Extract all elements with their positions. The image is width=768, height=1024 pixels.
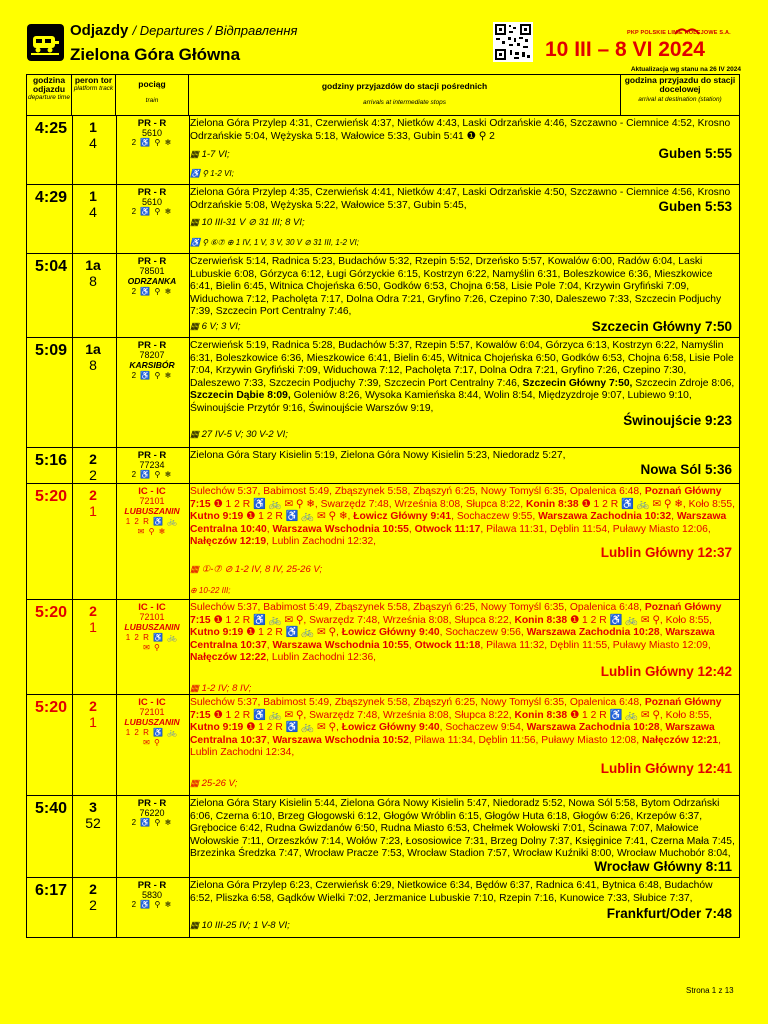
train-category: IC - IC: [138, 602, 166, 613]
platform-number: 2: [89, 487, 97, 503]
departure-time: 6:17: [35, 882, 68, 899]
calendar-note: ▦ 6 V; 3 VI;: [190, 321, 241, 332]
intermediate-stops: Zielona Góra Stary Kisielin 5:44, Zielona Góra Nowy Kisielin 5:47, Niedoradz 5:52, Nowa Sól 5:58, Bytom Odrzański 6:06, Czerna 6:10, Brzeg Głogowski 6:12, Głogów Wróblin 6:15, Głogów Huta 6:18, Głogów 6:26, Krzepów 6:37, Grębocice 6:42, Rudna Gwizdanów 6:50, Rudna Miasto 6:53, Chełmek Wołowski 7:01, Ścinawa 7:07, Małowice Wołowskie 7:11, Orzeszków 7:14, Wołów 7:23, Łososiowice 7:31, Brzeg Dolny 7:37, Księginice 7:41, Czerna Mała 7:45, Brzezinka Średzka 7:47, Wrocław Pracze 7:53, Wrocław Stadion 7:57, Wrocław Kuźniki 8:00, Wrocław Muchobór 8:04,: [190, 798, 735, 859]
train-number: 5610: [141, 128, 163, 138]
train-category: IC - IC: [138, 486, 166, 497]
col-train-pl: pociąg: [138, 79, 166, 89]
table-row: [26, 600, 740, 695]
calendar-note: ▦ 10 III-25 IV; 1 V-8 VI;: [190, 920, 290, 931]
service-icons: 1 2 R ♿ 🚲 ✉ ⚲ ❄: [125, 517, 179, 536]
train-name: KARSIBÓR: [129, 360, 175, 370]
destination-arrival: Guben 5:53: [654, 199, 732, 214]
service-icons: 2 ♿ ⚲ ❄: [131, 470, 173, 479]
train-category: PR - R: [137, 118, 167, 129]
train-number: 77234: [139, 460, 165, 470]
track-number: 2: [89, 467, 97, 483]
col-train-en: train: [145, 97, 159, 104]
table-row: [26, 338, 740, 448]
column-divider: [116, 116, 117, 184]
calendar-note: ▦ ①-⑦ ⊘ 1-2 IV, 8 IV, 25-26 V;: [190, 564, 323, 575]
column-divider: [116, 796, 117, 877]
col-train: [116, 75, 189, 115]
train-category: PR - R: [137, 880, 167, 891]
track-number: 1: [89, 619, 97, 635]
column-divider: [116, 254, 117, 337]
departure-time: 4:25: [35, 120, 68, 137]
calendar-note: ▦ 27 IV-5 V; 30 V-2 VI;: [190, 429, 288, 440]
platform-number: 1: [89, 188, 97, 204]
col-arrival: [621, 75, 739, 115]
train-name: LUBUSZANIN: [124, 622, 180, 632]
calendar-note: ▦ 25-26 V;: [190, 778, 238, 789]
platform-number: 3: [89, 799, 97, 815]
table-row: [26, 116, 740, 185]
departure-time: 5:16: [35, 452, 68, 469]
service-icons: 2 ♿ ⚲ ❄: [131, 138, 173, 147]
train-category: PR - R: [137, 187, 167, 198]
departure-time: 5:09: [35, 342, 68, 359]
departure-time: 5:20: [35, 488, 68, 505]
track-number: 4: [89, 135, 97, 151]
table-row: [26, 878, 740, 938]
col-platform: [72, 75, 116, 115]
col-intermediate-en: arrivals at intermediate stops: [362, 99, 447, 106]
calendar-note: ▦ 1-7 VI;: [190, 149, 230, 160]
train-number: 72101: [139, 612, 165, 622]
train-number: 72101: [139, 707, 165, 717]
train-number: 5610: [141, 197, 163, 207]
intermediate-stops: Zielona Góra Przylep 4:31, Czerwieńsk 4:37, Nietków 4:43, Laski Odrzańskie 4:46, Szczawno - Ciemnice 4:52, Krosno Odrzańskie 5:04, Wężyska 5:18, Wałowice 5:33, Gubin 5:41 ❶ ⚲ 2: [190, 118, 731, 142]
column-divider: [72, 448, 73, 483]
col-intermediate: [189, 75, 621, 115]
track-number: 52: [85, 815, 101, 831]
column-divider: [72, 796, 73, 877]
intermediate-stops: Zielona Góra Stary Kisielin 5:19, Zielona Góra Nowy Kisielin 5:23, Niedoradz 5:27,: [190, 450, 566, 461]
page-title: [70, 22, 297, 39]
col-departure-pl: godzina odjazdu: [32, 75, 66, 94]
track-number: 1: [89, 503, 97, 519]
col-platform-en: platform track: [73, 85, 114, 92]
destination-arrival: Wrocław Główny 8:11: [590, 859, 732, 874]
column-divider: [72, 185, 73, 253]
platform-number: 1a: [85, 257, 101, 273]
service-icons: 2 ♿ ⚲ ❄: [131, 818, 173, 827]
train-number: 76220: [139, 808, 165, 818]
destination-arrival: Szczecin Główny 7:50: [588, 319, 732, 334]
column-headers: [26, 74, 740, 116]
column-divider: [116, 338, 117, 447]
calendar-note: ▦ 10 III-31 V ⊘ 31 III; 8 VI;: [190, 217, 305, 228]
column-divider: [72, 338, 73, 447]
intermediate-stops: Sulechów 5:37, Babimost 5:49, Zbąszynek 5:58, Zbąszyń 6:25, Nowy Tomyśl 6:35, Opalenica 6:48, Poznań Główny 7:15 ❶ 1 2 R ♿ 🚲 ✉ ⚲, Swarzędz 7:48, Września 8:08, Słupca 8:22, Konin 8:38 ❶ 1 2 R ♿ 🚲 ✉ ⚲, Koło 8:55, Kutno 9:19 ❶ 1 2 R ♿ 🚲 ✉ ⚲, Łowicz Główny 9:40, Sochaczew 9:54, Warszawa Zachodnia 10:28, Warszawa Centralna 10:37, Warszawa Wschodnia 10:52, Pilawa 11:34, Dęblin 11:56, Puławy Miasto 12:08, Nałęczów 12:21, Lublin Zachodni 12:34,: [190, 697, 722, 758]
train-category: PR - R: [137, 798, 167, 809]
column-divider: [72, 600, 73, 694]
destination-arrival: Guben 5:55: [654, 146, 732, 161]
train-number: 72101: [139, 496, 165, 506]
table-row: [26, 254, 740, 338]
table-row: [26, 695, 740, 796]
train-category: PR - R: [137, 340, 167, 351]
col-arrival-en: arrival at destination (station): [638, 96, 722, 103]
column-divider: [72, 254, 73, 337]
platform-number: 1: [89, 119, 97, 135]
train-name: LUBUSZANIN: [124, 506, 180, 516]
destination-arrival: Lublin Główny 12:42: [597, 664, 732, 679]
train-number: 78501: [139, 266, 165, 276]
platform-number: 2: [89, 698, 97, 714]
column-divider: [116, 448, 117, 483]
destination-arrival: Lublin Główny 12:41: [597, 761, 732, 776]
operator-name: PKP POLSKIE LINIE KOLEJOWE S.A.: [627, 30, 731, 36]
column-divider: [72, 484, 73, 599]
track-number: 8: [89, 273, 97, 289]
departure-time: 4:29: [35, 189, 68, 206]
train-icon: [27, 24, 64, 61]
service-icons: 2 ♿ ⚲ ❄: [131, 207, 173, 216]
column-divider: [72, 695, 73, 795]
column-divider: [116, 600, 117, 694]
update-date: Aktualizacja wg stanu na 26 IV 2024: [630, 66, 741, 73]
train-name: LUBUSZANIN: [124, 717, 180, 727]
column-divider: [72, 116, 73, 184]
table-row: [26, 796, 740, 878]
intermediate-stops: Czerwieńsk 5:14, Radnica 5:23, Budachów 5:32, Rzepin 5:52, Drzeńsko 5:57, Kowalów 6:00, Radów 6:04, Laski Lubuskie 6:08, Górzyca 6:12, Ługi Górzyckie 6:15, Kostrzyn 6:22, Namyślin 6:31, Boleszkowice 6:36, Mieszkowice 6:41, Bielin 6:45, Witnica Chojeńska 6:50, Godków 6:53, Chojna 6:58, Lisie Pole 7:04, Krzywin Gryfiński 7:09, Widuchowa 7:12, Pacholęta 7:17, Dolna Odra 7:21, Gryfino 7:26, Czepino 7:30, Daleszewo 7:33, Szczecin Podjuchy 7:39, Szczecin Port Centralny 7:46,: [190, 256, 722, 317]
column-divider: [116, 484, 117, 599]
table-row: [26, 484, 740, 600]
col-departure: [27, 75, 72, 115]
destination-arrival: Lublin Główny 12:37: [597, 545, 732, 560]
column-divider: [116, 695, 117, 795]
service-icons: 2 ♿ ⚲ ❄: [131, 287, 173, 296]
timetable-header: [27, 20, 741, 72]
track-number: 1: [89, 714, 97, 730]
page-number: Strona 1 z 13: [686, 986, 734, 995]
title-sub: / Departures / Відправлення: [132, 23, 298, 38]
station-name: Zielona Góra Główna: [70, 45, 241, 64]
platform-number: 2: [89, 881, 97, 897]
platform-number: 2: [89, 451, 97, 467]
intermediate-stops: Zielona Góra Przylep 4:35, Czerwieńsk 4:41, Nietków 4:47, Laski Odrzańskie 4:50, Szczawno - Ciemnice 4:56, Krosno Odrzańskie 5:08, Wężyska 5:22, Wałowice 5:37, Gubin 5:45,: [190, 187, 731, 211]
service-note: ♿ ⚲ 1-2 VI;: [190, 169, 234, 178]
service-icons: 1 2 R ♿ 🚲 ✉ ⚲: [125, 633, 179, 652]
service-icons: 2 ♿ ⚲ ❄: [131, 371, 173, 380]
train-name: ODRZANKA: [127, 276, 177, 286]
intermediate-stops: Zielona Góra Przylep 6:23, Czerwieńsk 6:29, Nietkowice 6:34, Będów 6:37, Radnica 6:41, Bytnica 6:48, Budachów 6:52, Pliszka 6:58, Gądków Wielki 7:02, Jerzmanice Lubuskie 7:10, Rzepin 7:16, Kunowice 7:33, Słubice 7:37,: [190, 880, 713, 904]
column-divider: [116, 878, 117, 937]
service-note: ♿ ⚲ ⑥⑦ ⊕ 1 IV, 1 V, 3 V, 30 V ⊘ 31 III, 1-2 VI;: [190, 238, 359, 247]
intermediate-stops: Czerwieńsk 5:19, Radnica 5:28, Budachów 5:37, Rzepin 5:57, Kowalów 6:04, Górzyca 6:13, Kostrzyn 6:22, Namyślin 6:31, Boleszkowice 6:36, Mieszkowice 6:41, Bielin 6:45, Witnica Chojeńska 6:50, Godków 6:53, Chojna 6:58, Lisie Pole 7:04, Krzywin Gryfiński 7:09, Widuchowa 7:12, Pacholęta 7:17, Dolna Odra 7:21, Gryfino 7:26, Czepino 7:30, Daleszewo 7:33, Szczecin Podjuchy 7:39, Szczecin Port Centralny 7:46, Szczecin Główny 7:50, Szczecin Zdroje 8:06, Szczecin Dąbie 8:09, Goleniów 8:26, Wysoka Kamieńska 8:44, Wolin 8:54, Międzyzdroje 9:07, Lubiewo 9:10, Świnoujście Przytór 9:16, Świnoujście Warszów 9:19,: [190, 340, 735, 414]
col-departure-en: departure time: [28, 94, 70, 101]
departure-time: 5:20: [35, 604, 68, 621]
calendar-note: ▦ 1-2 IV; 8 IV;: [190, 683, 252, 694]
destination-arrival: Świnoujście 9:23: [619, 413, 732, 428]
service-icons: 2 ♿ ⚲ ❄: [131, 900, 173, 909]
col-intermediate-pl: godziny przyjazdów do stacji pośrednich: [321, 81, 488, 91]
train-category: PR - R: [137, 256, 167, 267]
track-number: 8: [89, 357, 97, 373]
train-category: IC - IC: [138, 697, 166, 708]
track-number: 2: [89, 897, 97, 913]
col-arrival-pl: godzina przyjazdu do stacji docelowej: [624, 75, 736, 94]
destination-arrival: Frankfurt/Oder 7:48: [603, 906, 732, 921]
table-row: [26, 448, 740, 484]
train-category: PR - R: [137, 450, 167, 461]
title-main: Odjazdy: [70, 22, 129, 39]
train-number: 5830: [141, 890, 163, 900]
departure-time: 5:04: [35, 258, 68, 275]
platform-number: 1a: [85, 341, 101, 357]
column-divider: [116, 185, 117, 253]
train-number: 78207: [139, 350, 165, 360]
platform-number: 2: [89, 603, 97, 619]
service-note: ⊕ 10-22 III;: [190, 586, 231, 595]
departure-time: 5:20: [35, 699, 68, 716]
service-icons: 1 2 R ♿ 🚲 ✉ ⚲: [125, 728, 179, 747]
qr-code-icon[interactable]: [493, 22, 533, 62]
table-row: [26, 185, 740, 254]
column-divider: [72, 878, 73, 937]
departure-time: 5:40: [35, 800, 68, 817]
destination-arrival: Nowa Sól 5:36: [636, 462, 732, 477]
intermediate-stops: Sulechów 5:37, Babimost 5:49, Zbąszynek 5:58, Zbąszyń 6:25, Nowy Tomyśl 6:35, Opalenica 6:48, Poznań Główny 7:15 ❶ 1 2 R ♿ 🚲 ✉ ⚲ ❄, Swarzędz 7:48, Września 8:08, Słupca 8:22, Konin 8:38 ❶ 1 2 R ♿ 🚲 ✉ ⚲ ❄, Koło 8:55, Kutno 9:19 ❶ 1 2 R ♿ 🚲 ✉ ⚲ ❄, Łowicz Główny 9:41, Sochaczew 9:55, Warszawa Zachodnia 10:32, Warszawa Centralna 10:40, Warszawa Wschodnia 10:55, Otwock 11:17, Pilawa 11:31, Dęblin 11:54, Puławy Miasto 12:06, Nałęczów 12:19, Lublin Zachodni 12:32,: [190, 486, 735, 547]
track-number: 4: [89, 204, 97, 220]
intermediate-stops: Sulechów 5:37, Babimost 5:49, Zbąszynek 5:58, Zbąszyń 6:25, Nowy Tomyśl 6:35, Opalenica 6:48, Poznań Główny 7:15 ❶ 1 2 R ♿ 🚲 ✉ ⚲, Swarzędz 7:48, Września 8:08, Słupca 8:22, Konin 8:38 ❶ 1 2 R ♿ 🚲 ✉ ⚲, Koło 8:55, Kutno 9:19 ❶ 1 2 R ♿ 🚲 ✉ ⚲, Łowicz Główny 9:40, Sochaczew 9:56, Warszawa Zachodnia 10:28, Warszawa Centralna 10:37, Warszawa Wschodnia 10:55, Otwock 11:18, Pilawa 11:32, Dęblin 11:55, Puławy Miasto 12:09, Nałęczów 12:22, Lublin Zachodni 12:36,: [190, 602, 722, 663]
validity-period: 10 III – 8 VI 2024: [545, 38, 705, 61]
col-platform-pl: peron tor: [74, 75, 113, 85]
